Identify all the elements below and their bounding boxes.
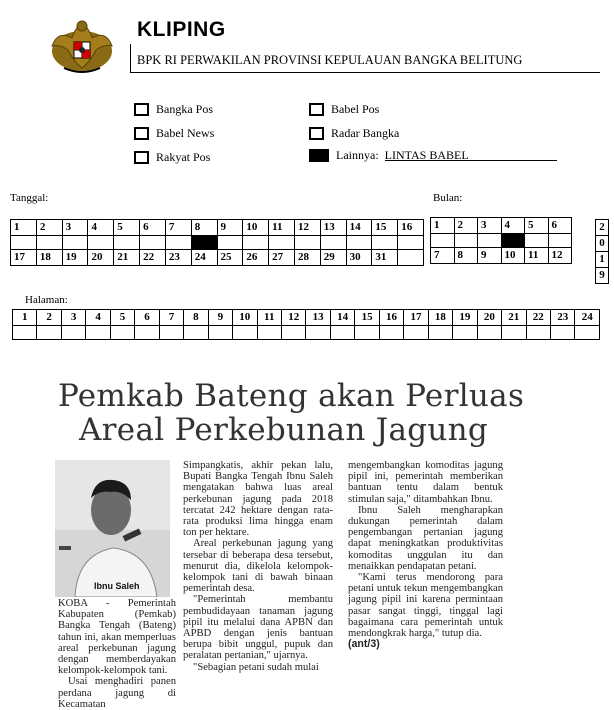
marker-cell[interactable] [37, 326, 61, 340]
tanggal-grid [10, 219, 424, 266]
marker-cell[interactable] [477, 326, 501, 340]
grid-cell[interactable]: 3 [61, 310, 85, 326]
grid-cell[interactable]: 3 [62, 220, 88, 236]
tahun-row [596, 268, 609, 284]
grid-cell[interactable]: 21 [502, 310, 526, 326]
marker-cell[interactable] [110, 326, 134, 340]
paragraph: Areal perkebunan jagung yang tersebar di beberapa desa tersebut, menurut dia, dikelola kelompok-kelompok tani di bawah binaan pemerintah desa. [183, 538, 333, 595]
grid-cell[interactable]: 3 [478, 218, 502, 234]
tahun-digit: 1 [596, 252, 609, 268]
article-headline-line2: Areal Perkebunan Jagung [79, 412, 489, 448]
grid-cell[interactable]: 14 [346, 220, 372, 236]
marker-cell[interactable] [454, 234, 478, 248]
grid-cell[interactable]: 6 [548, 218, 572, 234]
page-title: KLIPING [137, 18, 226, 41]
selected-marker[interactable] [191, 236, 217, 250]
grid-cell[interactable]: 23 [165, 250, 191, 266]
halaman-row [13, 310, 600, 326]
grid-cell[interactable]: 5 [525, 218, 549, 234]
tanggal-row [11, 250, 424, 266]
marker-cell[interactable] [61, 326, 85, 340]
grid-cell[interactable]: 10 [243, 220, 269, 236]
grid-cell[interactable]: 19 [62, 250, 88, 266]
grid-cell[interactable]: 12 [548, 248, 572, 264]
grid-cell[interactable]: 30 [346, 250, 372, 266]
grid-cell[interactable]: 16 [379, 310, 403, 326]
marker-cell[interactable] [184, 326, 208, 340]
grid-cell[interactable]: 8 [454, 248, 478, 264]
header-rule-left [130, 44, 131, 72]
grid-cell[interactable] [398, 250, 424, 266]
garuda-emblem-icon [50, 16, 114, 78]
grid-cell[interactable]: 8 [184, 310, 208, 326]
marker-cell[interactable] [502, 326, 526, 340]
grid-cell[interactable]: 19 [453, 310, 477, 326]
marker-cell[interactable] [140, 236, 166, 250]
grid-cell[interactable]: 5 [114, 220, 140, 236]
tahun-grid [595, 219, 609, 284]
checkbox-box[interactable] [134, 103, 149, 116]
grid-cell[interactable]: 1 [431, 218, 455, 234]
checkbox-babel-pos[interactable] [309, 102, 379, 117]
grid-cell[interactable]: 13 [320, 220, 346, 236]
marker-cell[interactable] [294, 236, 320, 250]
grid-cell[interactable]: 11 [257, 310, 281, 326]
checkbox-radar-bangka[interactable] [309, 126, 399, 141]
bulan-label: Bulan: [433, 192, 463, 204]
paragraph: Ibnu Saleh mengharapkan dukungan pemerintah dalam pengembangan pertanian jagung dapat meningkatkan produktivitas komoditas unggulan itu dan menaikkan pendapatan petani. [348, 504, 503, 572]
tahun-digit: 2 [596, 220, 609, 236]
tahun-row [596, 236, 609, 252]
paragraph: Simpangkatis, akhir pekan lalu, Bupati Bangka Tengah Ibnu Saleh mengatakan bahwa luas areal perkebunan jagung pada 2018 tercatat 242 hektare dengan rata-rata produksi lima hingga enam ton per hektare. [183, 460, 333, 539]
grid-cell[interactable]: 12 [281, 310, 305, 326]
grid-cell[interactable]: 22 [526, 310, 550, 326]
grid-cell[interactable]: 7 [431, 248, 455, 264]
marker-cell[interactable] [306, 326, 330, 340]
tanggal-row-marker [11, 236, 424, 250]
grid-cell[interactable]: 24 [575, 310, 600, 326]
marker-cell[interactable] [398, 236, 424, 250]
bulan-row [431, 218, 572, 234]
checkbox-bangka-pos[interactable] [134, 102, 213, 117]
checkbox-box[interactable] [134, 127, 149, 140]
checkbox-label: Rakyat Pos [156, 150, 211, 164]
marker-cell[interactable] [217, 236, 243, 250]
other-source-underline [385, 160, 557, 161]
grid-cell[interactable]: 4 [86, 310, 110, 326]
grid-cell[interactable]: 15 [355, 310, 379, 326]
paragraph: KOBA - Pemerintah Kabupaten (Pemkab) Bangka Tengah (Bateng) tahun ini, akan memperluas areal perkebunan jagung dengan memberdayakan kelompok-kelompok tani. [58, 598, 176, 677]
marker-cell[interactable] [86, 326, 110, 340]
bulan-grid [430, 217, 572, 264]
photo-caption: Ibnu Saleh [94, 581, 140, 591]
grid-cell[interactable]: 16 [398, 220, 424, 236]
grid-cell[interactable]: 10 [501, 248, 525, 264]
checkbox-label: Bangka Pos [156, 102, 213, 116]
grid-cell[interactable]: 31 [372, 250, 398, 266]
grid-cell[interactable]: 1 [11, 220, 37, 236]
selected-marker[interactable] [501, 234, 525, 248]
grid-cell[interactable]: 20 [477, 310, 501, 326]
grid-cell[interactable]: 18 [36, 250, 62, 266]
checkbox-box[interactable] [134, 151, 149, 164]
grid-cell[interactable]: 28 [294, 250, 320, 266]
checkbox-rakyat-pos[interactable] [134, 150, 210, 165]
grid-cell[interactable]: 24 [191, 250, 217, 266]
checkbox-label: Lainnya: [336, 148, 379, 162]
grid-cell[interactable]: 7 [165, 220, 191, 236]
checkbox-box[interactable] [309, 127, 324, 140]
marker-cell[interactable] [404, 326, 428, 340]
marker-cell[interactable] [525, 234, 549, 248]
marker-cell[interactable] [243, 236, 269, 250]
grid-cell[interactable]: 13 [306, 310, 330, 326]
halaman-label: Halaman: [25, 294, 68, 306]
marker-cell[interactable] [114, 236, 140, 250]
marker-cell[interactable] [431, 234, 455, 248]
article-headline-line1: Pemkab Bateng akan Perluas [58, 378, 525, 414]
marker-cell[interactable] [62, 236, 88, 250]
grid-cell[interactable]: 14 [330, 310, 354, 326]
halaman-row-marker [13, 326, 600, 340]
page-subtitle: BPK RI PERWAKILAN PROVINSI KEPULAUAN BANGKA BELITUNG [137, 53, 523, 67]
grid-cell[interactable]: 18 [428, 310, 452, 326]
grid-cell[interactable]: 6 [135, 310, 159, 326]
article-source-tag: (ant/3) [348, 638, 380, 651]
article-column-3 [348, 460, 503, 650]
marker-cell[interactable] [575, 326, 600, 340]
marker-cell[interactable] [548, 234, 572, 248]
grid-cell[interactable]: 27 [269, 250, 295, 266]
paragraph: "Sebagian petani sudah mulai [193, 661, 319, 673]
grid-cell[interactable]: 9 [217, 220, 243, 236]
grid-cell[interactable]: 9 [208, 310, 232, 326]
tahun-digit: 0 [596, 236, 609, 252]
marker-cell[interactable] [165, 236, 191, 250]
marker-cell[interactable] [526, 326, 550, 340]
grid-cell[interactable]: 5 [110, 310, 134, 326]
marker-cell[interactable] [281, 326, 305, 340]
marker-cell[interactable] [233, 326, 257, 340]
marker-cell[interactable] [208, 326, 232, 340]
grid-cell[interactable]: 25 [217, 250, 243, 266]
checkbox-babel-news[interactable] [134, 126, 214, 141]
marker-cell[interactable] [159, 326, 183, 340]
bulan-row-marker [431, 234, 572, 248]
grid-cell[interactable]: 15 [372, 220, 398, 236]
marker-cell[interactable] [11, 236, 37, 250]
grid-cell[interactable]: 20 [88, 250, 114, 266]
bulan-row [431, 248, 572, 264]
article-photo [55, 460, 170, 597]
grid-cell[interactable]: 8 [191, 220, 217, 236]
grid-cell[interactable]: 23 [550, 310, 574, 326]
grid-cell[interactable]: 4 [501, 218, 525, 234]
grid-cell[interactable]: 11 [525, 248, 549, 264]
grid-cell[interactable]: 21 [114, 250, 140, 266]
grid-cell[interactable]: 2 [454, 218, 478, 234]
marker-cell[interactable] [88, 236, 114, 250]
tanggal-row [11, 220, 424, 236]
grid-cell[interactable]: 7 [159, 310, 183, 326]
marker-cell[interactable] [428, 326, 452, 340]
marker-cell[interactable] [478, 234, 502, 248]
paragraph: mengembangkan komoditas jagung pipil ini, pemerintah memberikan bantuan tentu dalam bentuk stimulan saja," ditambahkan Ibnu. [348, 460, 503, 505]
article-column-1 [58, 598, 176, 710]
checkbox-label: Babel Pos [331, 102, 380, 116]
grid-cell[interactable]: 10 [233, 310, 257, 326]
halaman-grid [12, 309, 600, 340]
grid-cell[interactable]: 29 [320, 250, 346, 266]
tahun-row [596, 220, 609, 236]
marker-cell[interactable] [453, 326, 477, 340]
grid-cell[interactable]: 12 [294, 220, 320, 236]
marker-cell[interactable] [330, 326, 354, 340]
header-rule [130, 72, 600, 73]
other-source-value: LINTAS BABEL [384, 148, 469, 162]
grid-cell[interactable]: 22 [140, 250, 166, 266]
marker-cell[interactable] [36, 236, 62, 250]
grid-cell[interactable]: 1 [13, 310, 37, 326]
checkbox-label: Babel News [156, 126, 215, 140]
marker-cell[interactable] [372, 236, 398, 250]
marker-cell[interactable] [257, 326, 281, 340]
tahun-digit: 9 [596, 268, 609, 284]
checkbox-box[interactable] [309, 103, 324, 116]
marker-cell[interactable] [346, 236, 372, 250]
tanggal-label: Tanggal: [10, 192, 49, 204]
paragraph: "Kami terus mendorong para petani untuk tekun mengembangkan jagung pipil ini karena permintaan pasar sangat tinggi, tinggal lagi bagaimana cara pemerintah untuk mendongkrak harga," tutup dia. [348, 572, 503, 640]
checkbox-box-checked[interactable] [309, 149, 329, 162]
checkbox-label: Radar Bangka [331, 126, 400, 140]
tahun-row [596, 252, 609, 268]
grid-cell[interactable]: 2 [37, 310, 61, 326]
marker-cell[interactable] [550, 326, 574, 340]
marker-cell[interactable] [135, 326, 159, 340]
grid-cell[interactable]: 17 [11, 250, 37, 266]
grid-cell[interactable]: 2 [36, 220, 62, 236]
grid-cell[interactable]: 6 [140, 220, 166, 236]
marker-cell[interactable] [13, 326, 37, 340]
marker-cell[interactable] [269, 236, 295, 250]
grid-cell[interactable]: 11 [269, 220, 295, 236]
paragraph: Usai menghadiri panen perdana jagung di Kecamatan [58, 676, 176, 710]
grid-cell[interactable]: 26 [243, 250, 269, 266]
marker-cell[interactable] [379, 326, 403, 340]
grid-cell[interactable]: 4 [88, 220, 114, 236]
marker-cell[interactable] [355, 326, 379, 340]
grid-cell[interactable]: 9 [478, 248, 502, 264]
paragraph: "Pemerintah membantu pembudidayaan tanaman jagung pipil itu melalui dana APBN dan APBD dengan jenis bantuan berupa bibit unggul, pupuk dan peralatan pertanian," ujarnya. [183, 594, 333, 662]
grid-cell[interactable]: 17 [404, 310, 428, 326]
article-column-2 [183, 460, 333, 673]
marker-cell[interactable] [320, 236, 346, 250]
